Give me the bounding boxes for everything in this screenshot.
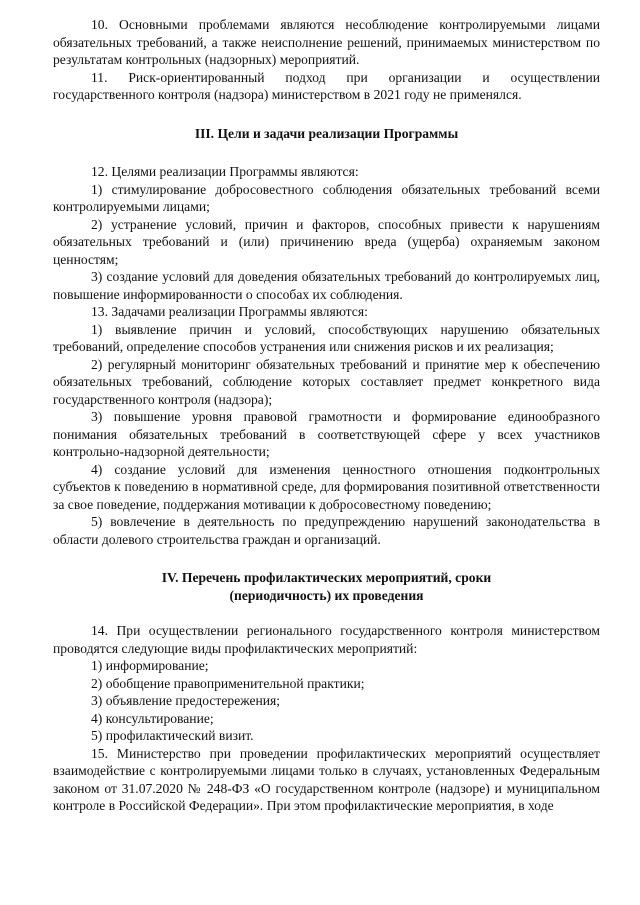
task-item-3: 3) повышение уровня правовой грамотности и формирование единообразного понимания обязательных требований в соответствующей сфере у всех участников контрольно-надзорной деятельности; [53,409,600,459]
event-item-2: 2) обобщение правоприменительной практики; [91,675,365,691]
event-item-3: 3) объявление предостережения; [91,693,281,708]
task-item-5: 5) вовлечение в деятельность по предупреждению нарушений законодательства в области долевого строительства граждан и организаций. [53,514,600,547]
paragraph-15: 15. Министерство при проведении профилактических мероприятий осуществляет взаимодействие с контролируемыми лицами только в случаях, установленных Федеральным законом от 31.07.2020 № 248-ФЗ «О государственном контроле (надзоре) и муниципальном контроле в Российской Федерации». При этом профилактические мероприятия, в ходе [53,745,600,813]
paragraph-11: 11. Риск-ориентированный подход при организации и осуществлении государственного контроля (надзора) министерством в 2021 году не применялся. [53,69,600,102]
paragraph-13: 13. Задачами реализации Программы являются: [91,304,368,319]
goal-item-3: 3) создание условий для доведения обязательных требований до контролируемых лиц, повышение информированности о способах их соблюдения. [53,269,600,302]
task-item-1: 1) выявление причин и условий, способствующих нарушению обязательных требований, определение способов устранения или снижения рисков и их реализация; [53,321,600,354]
task-item-4: 4) создание условий для изменения ценностного отношения подконтрольных субъектов к поведению в нормативной среде, для формирования позитивной ответственности за свое поведение, поддержания мотивации к добросовестному поведению; [53,461,600,512]
paragraph-10: 10. Основными проблемами являются несоблюдение контролируемыми лицами обязательных требований, а также неисполнение решений, принимаемых министерством по результатам контрольных (надзорных) мероприятий. [53,17,600,67]
section-heading-4-line-2: (периодичность) их проведения [229,587,424,603]
paragraph-14: 14. При осуществлении регионального государственного контроля министерством проводятся следующие виды профилактических мероприятий: [53,623,600,656]
paragraph-12: 12. Целями реализации Программы являются: [91,164,359,179]
goal-item-2: 2) устранение условий, причин и факторов, способных привести к нарушениям обязательных требований и (или) причинению вреда (ущерба) охраняемым законом ценностям; [53,216,600,267]
section-heading-3: III. Цели и задачи реализации Программы [194,125,459,141]
event-item-5: 5) профилактический визит. [91,728,254,743]
task-item-2: 2) регулярный мониторинг обязательных требований и принятие мер к обеспечению обязательных требований, соблюдение которых составляет предмет конкретного вида государственного контроля (надзора); [53,356,600,407]
event-item-4: 4) консультирование; [91,710,214,726]
goal-item-1: 1) стимулирование добросовестного соблюдения обязательных требований всеми контролируемыми лицами; [53,181,600,214]
document-page [53,16,600,815]
event-item-1: 1) информирование; [91,658,209,673]
section-heading-4-line-1: IV. Перечень профилактических мероприятий, сроки [161,570,492,585]
